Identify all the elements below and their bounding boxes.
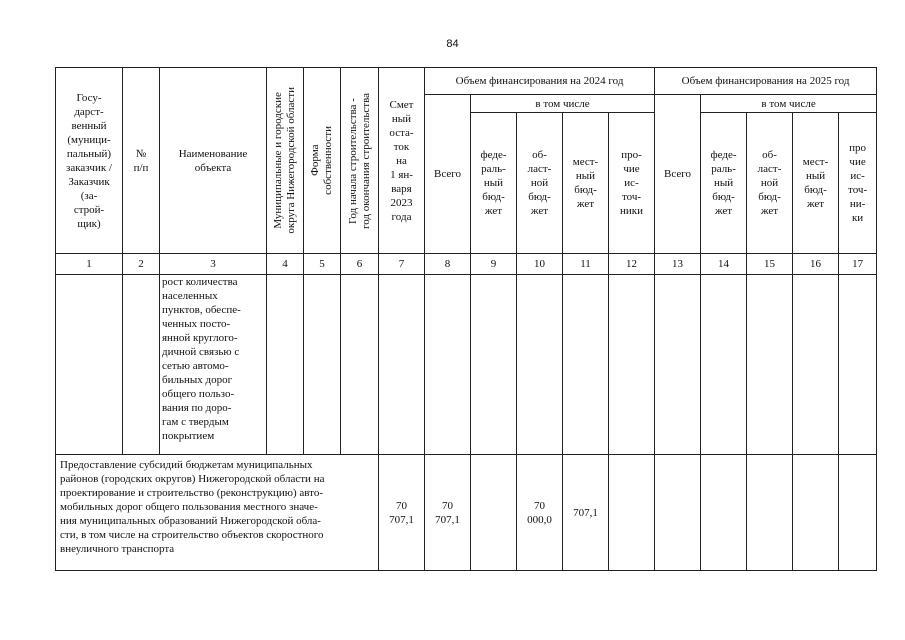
- empty-cell: [609, 275, 655, 455]
- continuation-row: [56, 275, 877, 455]
- header-including-2024: в том числе: [471, 95, 655, 113]
- empty-cell: [304, 275, 341, 455]
- empty-cell: [701, 275, 747, 455]
- header-other-2024: про- чие ис- точ- ники: [609, 113, 655, 254]
- header-regional-2024: об- ласт- ной бюд- жет: [517, 113, 563, 254]
- column-number: 1: [56, 254, 123, 275]
- empty-cell: [747, 455, 793, 571]
- empty-cell: [471, 275, 517, 455]
- empty-cell: [839, 455, 877, 571]
- empty-cell: [655, 275, 701, 455]
- subsidy-local-2024: 707,1: [563, 455, 609, 571]
- empty-cell: [839, 275, 877, 455]
- subsidy-description: Предоставление субсидий бюджетам муниципальных районов (городских округов) Нижегородской области на проектирование и строительство (реконструкцию) авто- мобильных дорог общего пользования местного значе- ния муниципальных образований Нижегородской обла- сти, в том числе на строительство объектов скоростного внеуличного транспорта: [56, 455, 379, 571]
- header-local-2025: мест- ный бюд- жет: [793, 113, 839, 254]
- empty-cell: [379, 275, 425, 455]
- empty-cell: [701, 455, 747, 571]
- column-number: 17: [839, 254, 877, 275]
- column-number: 5: [304, 254, 341, 275]
- subsidy-total-2024: 70 707,1: [425, 455, 471, 571]
- financing-table: [55, 67, 877, 571]
- header-years-text: Год начала строительства - год окончания строительства: [346, 92, 372, 229]
- page-number: 84: [446, 38, 459, 50]
- header-financing-2025: Объем финансирования на 2025 год: [655, 68, 877, 95]
- empty-cell: [341, 275, 379, 455]
- header-federal-2025: феде- раль- ный бюд- жет: [701, 113, 747, 254]
- header-federal-2024: феде- раль- ный бюд- жет: [471, 113, 517, 254]
- column-number: 15: [747, 254, 793, 275]
- empty-cell: [655, 455, 701, 571]
- header-total-2025: Всего: [655, 95, 701, 254]
- empty-cell: [267, 275, 304, 455]
- empty-cell: [609, 455, 655, 571]
- empty-cell: [56, 275, 123, 455]
- column-number: 13: [655, 254, 701, 275]
- column-number-row: [56, 254, 877, 275]
- column-number: 2: [123, 254, 160, 275]
- header-object-name: Наименование объекта: [160, 68, 267, 254]
- header-regional-2025: об- ласт- ной бюд- жет: [747, 113, 793, 254]
- empty-cell: [563, 275, 609, 455]
- empty-cell: [471, 455, 517, 571]
- header-municipalities: [267, 68, 304, 254]
- header-ownership-text: Форма собственности: [309, 126, 334, 195]
- column-number: 7: [379, 254, 425, 275]
- empty-cell: [517, 275, 563, 455]
- column-number: 16: [793, 254, 839, 275]
- header-years: [341, 68, 379, 254]
- column-number: 3: [160, 254, 267, 275]
- object-description-continuation: рост количества населенных пунктов, обеспе- ченных посто- янной круглого- дичной связью с сетью автомо- бильных дорог общего пользо- вания по доро- гам с твердым покрытием: [160, 275, 267, 455]
- empty-cell: [425, 275, 471, 455]
- column-number: 14: [701, 254, 747, 275]
- header-local-2024: мест- ный бюд- жет: [563, 113, 609, 254]
- subsidy-regional-2024: 70 000,0: [517, 455, 563, 571]
- header-including-2025: в том числе: [701, 95, 877, 113]
- column-number: 6: [341, 254, 379, 275]
- header-financing-2024: Объем финансирования на 2024 год: [425, 68, 655, 95]
- empty-cell: [123, 275, 160, 455]
- empty-cell: [793, 455, 839, 571]
- column-number: 11: [563, 254, 609, 275]
- empty-cell: [793, 275, 839, 455]
- header-remaining: Смет ный оста- ток на 1 ян- варя 2023 года: [379, 68, 425, 254]
- empty-cell: [747, 275, 793, 455]
- subsidy-remaining: 70 707,1: [379, 455, 425, 571]
- header-total-2024: Всего: [425, 95, 471, 254]
- header-municipalities-text: Муниципальные и городские округа Нижегородской области: [272, 87, 297, 234]
- header-ownership: [304, 68, 341, 254]
- column-number: 10: [517, 254, 563, 275]
- header-other-2025: про чие ис- точ- ни- ки: [839, 113, 877, 254]
- column-number: 12: [609, 254, 655, 275]
- header-number: № п/п: [123, 68, 160, 254]
- header-customer: Госу- дарст- венный (муници- пальный) заказчик / Заказчик (за- строй- щик): [56, 68, 123, 254]
- subsidy-row: [56, 455, 877, 571]
- column-number: 9: [471, 254, 517, 275]
- column-number: 4: [267, 254, 304, 275]
- column-number: 8: [425, 254, 471, 275]
